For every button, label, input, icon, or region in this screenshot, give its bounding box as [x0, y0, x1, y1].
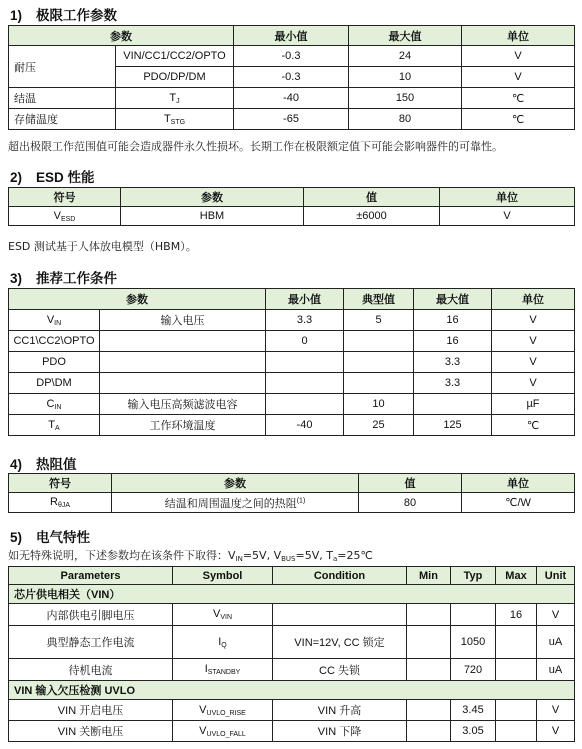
section-2-note: ESD 测试基于人体放电模型（HBM）。	[8, 240, 197, 253]
symbol-cell: $I_Q$	[173, 626, 273, 659]
table-row: DP\DM 3.3 V	[9, 373, 575, 394]
table-row: 存储温度 $T_{STG}$ -65 80 ℃	[9, 109, 575, 130]
table-row: VIN 开启电压 $V_{UVLO\_RISE}$ VIN 升高 3.45 V	[9, 700, 575, 721]
absolute-max-table: 参数 最小值 最大值 单位 耐压 VIN/CC1/CC2/OPTO -0.3 24 V PDO/DP/DM -0.3 10 V 结温 $T_J$ -40 150 ℃ 存储温度 $T_{STG}$ -65 80 ℃	[8, 25, 575, 130]
section-2-heading: 2) ESD 性能	[10, 170, 95, 185]
symbol-cell: $C_{IN}$	[9, 394, 100, 415]
table-row: $R_{\theta JA}$ 结温和周围温度之间的热阻$^{(1)}$ 80 ℃/W	[9, 493, 575, 513]
group-row: 芯片供电相关（VIN）	[9, 585, 575, 604]
table-row: 耐压 VIN/CC1/CC2/OPTO -0.3 24 V	[9, 46, 575, 67]
symbol-cell: $V_{IN}$	[9, 310, 100, 331]
table-row: $V_{IN}$ 输入电压 3.3 5 16 V	[9, 310, 575, 331]
symbol-cell: $V_{ESD}$	[9, 207, 121, 226]
table-row: $T_A$ 工作环境温度 -40 25 125 ℃	[9, 415, 575, 436]
symbol-cell: $V_{VIN}$	[173, 604, 273, 626]
table-row: PDO/DP/DM -0.3 10 V	[9, 67, 575, 88]
table-row: 结温 $T_J$ -40 150 ℃	[9, 88, 575, 109]
symbol-cell: $T_{STG}$	[116, 109, 234, 130]
symbol-cell: $R_{\theta JA}$	[9, 493, 112, 513]
symbol-cell: $I_{STANDBY}$	[173, 659, 273, 681]
table-row: VIN 关断电压 $V_{UVLO\_FALL}$ VIN 下降 3.05 V	[9, 721, 575, 742]
symbol-cell: $T_J$	[116, 88, 234, 109]
table-row: CC1\CC2\OPTO 0 16 V	[9, 331, 575, 352]
section-1-heading: 1) 极限工作参数	[10, 8, 117, 23]
table-row: 内部供电引脚电压 $V_{VIN}$ 16 V	[9, 604, 575, 626]
group-row: VIN 输入欠压检测 UVLO	[9, 681, 575, 700]
section-5-heading: 5) 电气特性	[10, 530, 90, 545]
table-row: 典型静态工作电流 $I_Q$ VIN=12V, CC 锁定 1050 uA	[9, 626, 575, 659]
section-4-heading: 4) 热阻值	[10, 457, 77, 472]
thermal-resistance-table: 符号 参数 值 单位 $R_{\theta JA}$ 结温和周围温度之间的热阻$^{(1)}$ 80 ℃/W	[8, 473, 575, 513]
electrical-characteristics-table: Parameters Symbol Condition Min Typ Max Unit 芯片供电相关（VIN） 内部供电引脚电压 $V_{VIN}$ 16 V 典型静态工作电流 $I_Q$ VIN=12V, CC 锁定 1050 uA 待机电流 $I_{STANDBY}$ CC 失锁 720 uA VIN 输入欠压检测 UVLO VIN 开启电压 $V_{UVLO\_RISE}$ VIN 升高 3.45 V VIN 关断电压 $V_{UVLO\_FALL}$ VIN 下降 3.05 V	[8, 566, 575, 742]
section-3-heading: 3) 推荐工作条件	[10, 271, 117, 286]
esd-table: 符号 参数 值 单位 $V_{ESD}$ HBM ±6000 V	[8, 187, 575, 226]
symbol-cell: $V_{UVLO\_FALL}$	[173, 721, 273, 742]
recommended-conditions-table: 参数 最小值 典型值 最大值 单位 $V_{IN}$ 输入电压 3.3 5 16 V CC1\CC2\OPTO 0 16 V PDO 3.3 V DP\DM 3.3 V $C_{IN}$ 输入电压高频滤波电容 10 µF $T_A$ 工作环境温度 -40 25 125 ℃	[8, 288, 575, 436]
table-row: $C_{IN}$ 输入电压高频滤波电容 10 µF	[9, 394, 575, 415]
table-row: PDO 3.3 V	[9, 352, 575, 373]
table-row: 待机电流 $I_{STANDBY}$ CC 失锁 720 uA	[9, 659, 575, 681]
table-row: $V_{ESD}$ HBM ±6000 V	[9, 207, 575, 226]
section-5-condition-note: 如无特殊说明，下述参数均在该条件下取得：$V_{IN}=5V$, $V_{BUS}=5V$, $T_a=25℃$	[8, 549, 373, 563]
symbol-cell: $T_A$	[9, 415, 100, 436]
symbol-cell: $V_{UVLO\_RISE}$	[173, 700, 273, 721]
section-1-note: 超出极限工作范围值可能会造成器件永久性损坏。长期工作在极限额定值下可能会影响器件的可靠性。	[8, 140, 503, 153]
